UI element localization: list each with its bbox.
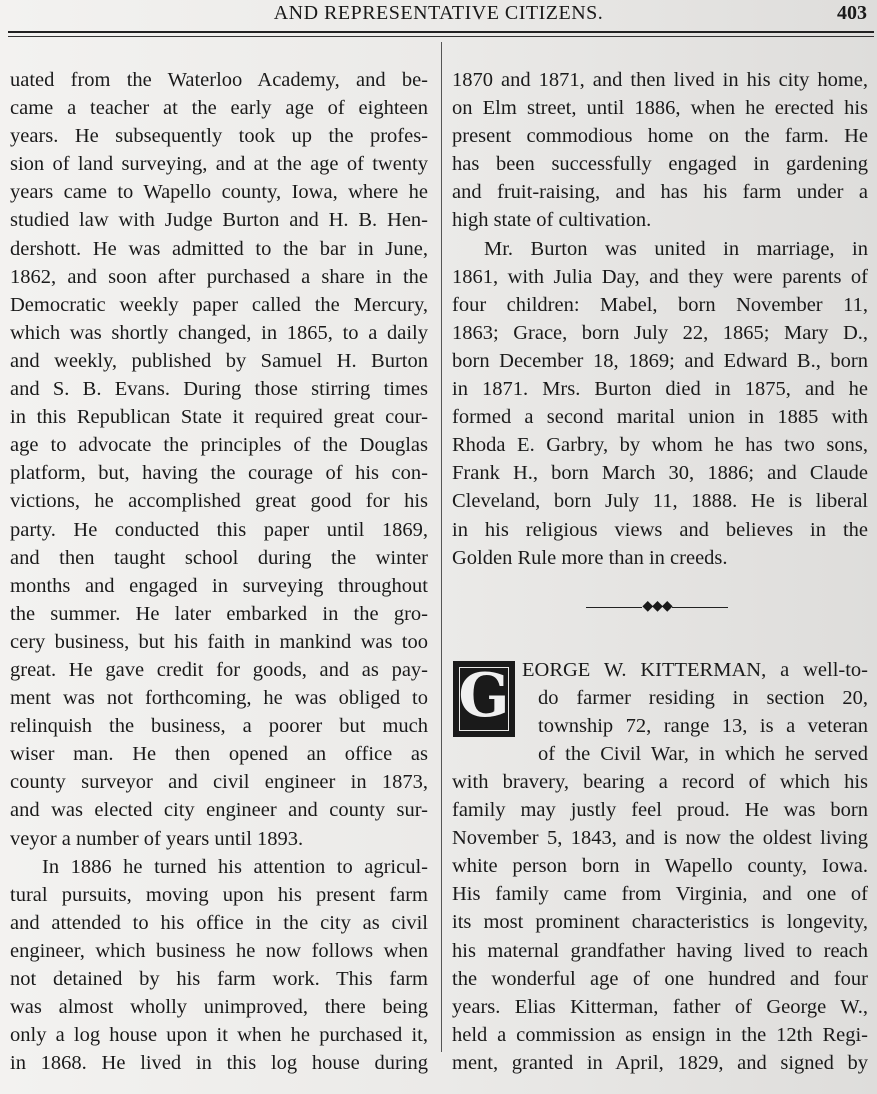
column-divider [441, 42, 442, 1052]
text-line: its most prominent characteristics is longevity, [452, 911, 868, 934]
text-line: high state of cultivation. [452, 209, 652, 232]
text-line: township 72, range 13, is a veteran [538, 715, 868, 738]
text-line: years. Elias Kitterman, father of George W., [452, 995, 868, 1018]
text-line: uated from the Waterloo Academy, and be- [10, 69, 428, 91]
text-line: on Elm street, until 1886, when he erected his [452, 97, 868, 120]
text-line: and attended to his office in the city as civil [10, 911, 428, 934]
text-line: 1861, with Julia Day, and they were parents of [452, 265, 868, 288]
text-line: not detained by his farm work. This farm [10, 968, 428, 990]
text-line: platform, but, having the courage of his con- [10, 462, 428, 485]
text-line: family may justly feel proud. He was born [452, 799, 868, 822]
text-line: with bravery, bearing a record of which his [452, 771, 868, 793]
text-line: of the Civil War, in which he served [538, 743, 868, 766]
text-line: sion of land surveying, and at the age of twenty [10, 153, 428, 176]
text-line: Mr. Burton was united in marriage, in [484, 237, 868, 260]
text-line: engineer, which business he now follows when [10, 939, 428, 962]
text-line: in this Republican State it required great cour- [10, 406, 428, 429]
text-line: tural pursuits, moving upon his present farm [10, 883, 428, 906]
text-line: Frank H., born March 30, 1886; and Claude [452, 462, 868, 485]
text-line: wiser man. He then opened an office as [10, 743, 428, 766]
text-line: formed a second marital union in 1885 with [452, 406, 868, 429]
page-header [0, 0, 877, 30]
text-line: came a teacher at the early age of eighteen [10, 97, 428, 120]
ornament-line-left [586, 607, 642, 608]
text-line: dershott. He was admitted to the bar in June, [10, 237, 428, 260]
header-rule-thick [8, 31, 874, 33]
right-column [452, 66, 868, 572]
text-line: and weekly, published by Samuel H. Burton [10, 349, 428, 372]
text-line: veyor a number of years until 1893. [10, 827, 304, 850]
left-column [10, 66, 428, 1077]
text-line: 1870 and 1871, and then lived in his city home, [452, 69, 868, 91]
text-line: and fruit-raising, and has his farm under a [452, 181, 868, 204]
text-line: the summer. He later embarked in the gro- [10, 602, 428, 625]
text-line: was almost wholly unimproved, there being [10, 996, 428, 1019]
text-line: 1862, and soon after purchased a share in the [10, 265, 428, 288]
header-rule-thin [8, 36, 874, 37]
text-line: and then taught school during the winter [10, 546, 428, 569]
hanging-lines [522, 656, 868, 768]
text-line: in 1871. Mrs. Burton died in 1875, and he [452, 378, 868, 401]
section-ornament [586, 598, 728, 618]
text-line: studied law with Judge Burton and H. B. Hen- [10, 209, 428, 232]
text-line: do farmer residing in section 20, [538, 687, 868, 710]
text-line: Golden Rule more than in creeds. [452, 546, 728, 569]
text-line: relinquish the business, a poorer but much [10, 715, 428, 738]
text-line: party. He conducted this paper until 1869, [10, 518, 428, 541]
running-title: AND REPRESENTATIVE CITIZENS. [273, 2, 604, 24]
text-line: November 5, 1843, and is now the oldest living [452, 827, 868, 850]
text-line: In 1886 he turned his attention to agricul- [42, 855, 428, 878]
text-line: months and engaged in surveying throughout [10, 574, 428, 597]
text-line: and S. B. Evans. During those stirring times [10, 378, 428, 401]
text-line: four children: Mabel, born November 11, [452, 293, 868, 316]
drop-cap-letter: G [458, 661, 510, 731]
text-line: age to advocate the principles of the Douglas [10, 434, 428, 457]
ornament-diamonds: ◆◆◆ [642, 599, 672, 614]
text-line: held a commission as ensign in the 12th Regi- [452, 1023, 868, 1046]
text-line: white person born in Wapello county, Iowa. [452, 855, 868, 878]
text-line: victions, he accomplished great good for his [10, 490, 428, 513]
text-line: years came to Wapello county, Iowa, where he [10, 181, 428, 204]
text-line: Democratic weekly paper called the Mercury, [10, 293, 428, 316]
text-line: EORGE W. KITTERMAN, a well-to- [522, 659, 868, 681]
text-line: ment, granted in April, 1829, and signed by [452, 1051, 868, 1074]
text-line: present commodious home on the farm. He [452, 125, 868, 148]
text-line: and was elected city engineer and county sur- [10, 799, 428, 822]
drop-cap [453, 661, 515, 737]
text-line: which was shortly changed, in 1865, to a daily [10, 321, 428, 344]
text-line: 1863; Grace, born July 22, 1865; Mary D., [452, 321, 868, 344]
text-line: Cleveland, born July 11, 1888. He is liberal [452, 490, 868, 513]
text-line: His family came from Virginia, and one of [452, 883, 868, 906]
text-line: in his religious views and believes in the [452, 518, 868, 541]
text-line: in 1868. He lived in this log house during [10, 1052, 428, 1075]
right-column-continued [452, 768, 868, 1077]
text-line: his maternal grandfather having lived to reach [452, 939, 868, 962]
text-line: the wonderful age of one hundred and four [452, 967, 868, 990]
page-number: 403 [837, 2, 867, 24]
text-line: years. He subsequently took up the profes- [10, 125, 428, 148]
text-line: has been successfully engaged in gardening [452, 153, 868, 176]
text-line: Rhoda E. Garbry, by whom he has two sons, [452, 434, 868, 457]
text-line: cery business, but his faith in mankind was too [10, 630, 428, 653]
ornament-line-right [672, 607, 728, 608]
text-line: only a log house upon it when he purchased it, [10, 1024, 428, 1047]
text-line: ment was not forthcoming, he was obliged to [10, 687, 428, 710]
text-line: county surveyor and civil engineer in 1873, [10, 771, 428, 794]
text-line: born December 18, 1869; and Edward B., born [452, 349, 868, 372]
text-line: great. He gave credit for goods, and as pay- [10, 658, 428, 681]
